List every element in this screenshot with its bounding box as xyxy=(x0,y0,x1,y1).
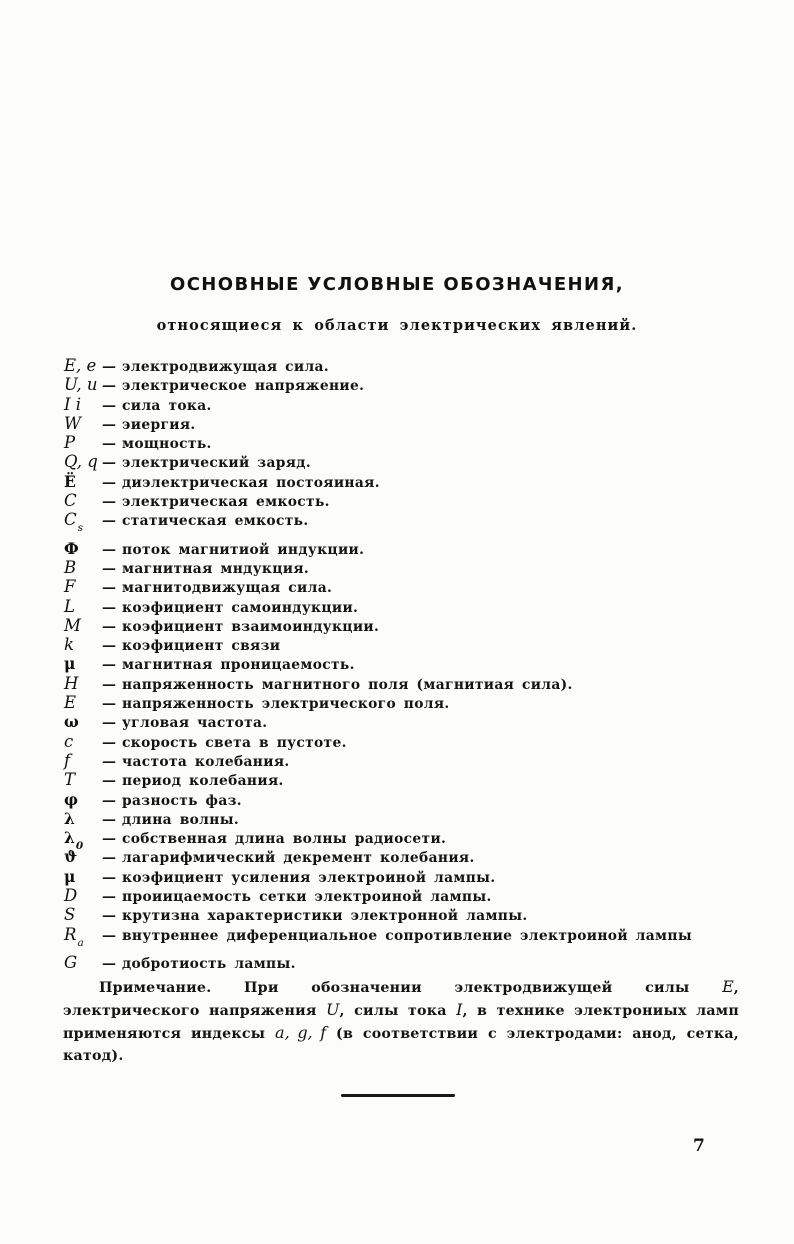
symbol xyxy=(64,472,102,491)
symbol-entry xyxy=(64,693,744,712)
dash-separator: — xyxy=(102,908,116,925)
symbol-letter: ω xyxy=(64,712,79,732)
symbol-description: период колебания. xyxy=(122,773,284,790)
symbol-letter: W xyxy=(64,413,81,433)
symbol-description: сила тока. xyxy=(122,397,212,414)
symbol xyxy=(64,356,102,375)
symbol-letter: E, e xyxy=(64,356,97,375)
symbol-description: электрическое напряжение. xyxy=(122,378,365,395)
symbol-entry xyxy=(64,674,744,693)
page-number: 7 xyxy=(693,1136,705,1156)
symbol xyxy=(64,577,102,596)
note-segment: . При обозначении электродвижущей силы xyxy=(206,980,723,996)
symbol-entry xyxy=(64,577,744,596)
symbol xyxy=(64,925,102,947)
dash-separator: — xyxy=(102,455,116,472)
symbol-letter: S xyxy=(64,905,76,925)
symbol xyxy=(64,809,102,828)
symbol-entry xyxy=(64,375,744,394)
symbol-description: внутреннее диференциальное сопротивление электроиной лампы xyxy=(122,927,693,944)
symbol-letter: C xyxy=(64,510,77,530)
symbol xyxy=(64,953,102,972)
symbol xyxy=(64,674,102,693)
note-segment: a, g, f xyxy=(275,1023,327,1042)
symbol-letter: C xyxy=(64,491,77,511)
symbol xyxy=(64,654,102,673)
symbol-description: напряженность магнитного поля (магнитиая сила). xyxy=(122,676,573,693)
symbol xyxy=(64,886,102,905)
dash-separator: — xyxy=(102,869,116,886)
symbol-description: крутизна характеристики электронной лампы. xyxy=(122,908,528,925)
symbol-entry xyxy=(64,809,744,828)
symbol-entry xyxy=(64,356,744,375)
symbol xyxy=(64,732,102,751)
dash-separator: — xyxy=(102,811,116,828)
symbol-entry xyxy=(64,414,744,433)
symbol-description: скорость света в пустоте. xyxy=(122,734,347,751)
symbol xyxy=(64,597,102,616)
symbol-entry xyxy=(64,886,744,905)
symbol-entry xyxy=(64,433,744,452)
dash-separator: — xyxy=(102,474,116,491)
symbol-description: собственная длина волны радиосети. xyxy=(122,831,447,848)
symbol-letter: μ xyxy=(64,654,76,674)
symbol-description: электродвижущая сила. xyxy=(122,359,329,375)
dash-separator: — xyxy=(102,753,116,770)
symbol-subscript: s xyxy=(77,522,84,535)
symbol-subscript: 0 xyxy=(75,840,84,853)
note-segment: , электрического напряжения xyxy=(63,980,739,1019)
symbol xyxy=(64,395,102,414)
symbol-entry xyxy=(64,953,744,972)
symbol-letter: μ xyxy=(64,866,76,886)
symbol-letter: F xyxy=(64,577,76,597)
symbol-description: коэфициент самоиндукции. xyxy=(122,599,359,616)
dash-separator: — xyxy=(102,889,116,906)
symbol-entry xyxy=(64,635,744,654)
symbol-letter: E xyxy=(64,693,77,713)
symbol xyxy=(64,539,102,558)
note-segment: U xyxy=(326,1000,340,1019)
dash-separator: — xyxy=(102,715,116,732)
symbol-entry xyxy=(64,491,744,510)
dash-separator: — xyxy=(102,676,116,693)
symbol-description: мощность. xyxy=(122,436,212,453)
symbol-entry xyxy=(64,510,744,535)
symbol xyxy=(64,433,102,452)
symbol xyxy=(64,510,102,535)
symbol-letter: H xyxy=(64,673,79,693)
note-segment: Примечание xyxy=(99,980,207,996)
dash-separator: — xyxy=(102,638,116,655)
dash-separator: — xyxy=(102,599,116,616)
symbol-entry xyxy=(64,828,744,853)
note-segment: I xyxy=(456,1000,463,1019)
footer-divider-rule xyxy=(341,1094,455,1097)
symbol-description: разность фаз. xyxy=(122,792,242,809)
symbol-letter: I i xyxy=(64,394,82,414)
symbol-letter: M xyxy=(64,615,81,635)
note-segment: , в технике электрониых ламп применяются индексы xyxy=(63,1003,740,1042)
symbol-entry xyxy=(64,395,744,414)
symbol xyxy=(64,770,102,789)
symbol-letter: Ё xyxy=(64,471,76,491)
symbol-letter: λ xyxy=(64,808,75,828)
symbol xyxy=(64,712,102,731)
symbol-subscript: a xyxy=(77,936,84,949)
symbol-letter: U, u xyxy=(64,375,98,395)
dash-separator: — xyxy=(102,773,116,790)
dash-separator: — xyxy=(102,792,116,809)
symbol-letter: Q, q xyxy=(64,452,98,472)
symbol-description: диэлектрическая постояиная. xyxy=(122,474,380,491)
dash-separator: — xyxy=(102,927,116,944)
symbol xyxy=(64,452,102,471)
symbol-entry xyxy=(64,924,744,949)
dash-separator: — xyxy=(102,494,116,511)
symbol-entry xyxy=(64,654,744,673)
symbol xyxy=(64,558,102,577)
dash-separator: — xyxy=(102,560,116,577)
symbol xyxy=(64,375,102,394)
symbol-letter: D xyxy=(64,886,78,906)
symbol-entry xyxy=(64,616,744,635)
symbol-description: добротиость лампы. xyxy=(122,955,296,972)
symbol-entry xyxy=(64,847,744,866)
symbol xyxy=(64,693,102,712)
dash-separator: — xyxy=(102,657,116,674)
symbol xyxy=(64,905,102,924)
dash-separator: — xyxy=(102,541,116,558)
dash-separator: — xyxy=(102,513,116,530)
symbol-entry xyxy=(64,539,744,558)
symbol-entry xyxy=(64,905,744,924)
symbol-description: статическая емкость. xyxy=(122,513,309,530)
symbol-entry xyxy=(64,732,744,751)
symbol-description: частота колебания. xyxy=(122,753,290,770)
symbol-description: поток магнитиой индукции. xyxy=(122,541,365,558)
symbol-description: коэфициент усиления электроиной лампы. xyxy=(122,869,496,886)
symbol xyxy=(64,491,102,510)
symbol-entry xyxy=(64,751,744,770)
symbol-list xyxy=(64,356,744,972)
symbol xyxy=(64,867,102,886)
dash-separator: — xyxy=(102,378,116,395)
dash-separator: — xyxy=(102,831,116,848)
note-segment: , силы тока xyxy=(339,1003,457,1019)
symbol-letter: k xyxy=(64,635,74,655)
note-segment: E xyxy=(722,977,734,996)
symbol-letter: Ф xyxy=(64,538,79,558)
symbol-letter: P xyxy=(64,433,76,453)
dash-separator: — xyxy=(102,580,116,597)
symbol xyxy=(64,635,102,654)
dash-separator: — xyxy=(102,734,116,751)
dash-separator: — xyxy=(102,696,116,713)
symbol-letter: L xyxy=(64,596,75,616)
symbol-description: магнитная мндукция. xyxy=(122,560,310,577)
symbol-entry xyxy=(64,472,744,491)
symbol-description: электрический заряд. xyxy=(122,455,311,472)
symbol-description: магнитодвижущая сила. xyxy=(122,580,333,597)
symbol-description: электрическая емкость. xyxy=(122,494,330,511)
symbol-description: магнитная проницаемость. xyxy=(122,657,355,674)
symbol xyxy=(64,616,102,635)
symbol-entry xyxy=(64,712,744,731)
dash-separator: — xyxy=(102,955,116,972)
symbol-description: длина волны. xyxy=(122,811,240,828)
symbol-letter: f xyxy=(64,750,71,770)
note xyxy=(63,976,739,1067)
symbol-description: лагарифмический декремент колебания. xyxy=(122,850,475,867)
dash-separator: — xyxy=(102,850,116,867)
dash-separator: — xyxy=(102,397,116,414)
symbol-entry xyxy=(64,867,744,886)
page-title: ОСНОВНЫЕ УСЛОВНЫЕ ОБОЗНАЧЕНИЯ, xyxy=(170,274,624,295)
symbol-letter: R xyxy=(64,924,77,944)
symbol-description: угловая частота. xyxy=(122,715,268,732)
symbol-description: эиергия. xyxy=(122,416,196,433)
symbol-letter: T xyxy=(64,770,76,790)
symbol-entry xyxy=(64,770,744,789)
dash-separator: — xyxy=(102,618,116,635)
dash-separator: — xyxy=(102,416,116,433)
symbol-letter: φ xyxy=(64,789,79,809)
symbol-letter: G xyxy=(64,952,78,972)
symbol xyxy=(64,414,102,433)
symbol-description: напряженность электрического поля. xyxy=(122,696,450,713)
dash-separator: — xyxy=(102,436,116,453)
page-subtitle: относящиеся к области электрических явлений. xyxy=(156,317,638,334)
dash-separator: — xyxy=(102,359,116,375)
symbol-description: коэфициент связи xyxy=(122,638,281,655)
symbol-letter: ϑ xyxy=(64,847,78,867)
symbol-description: проиицаемость сетки электроиной лампы. xyxy=(122,889,492,906)
symbol-description: коэфициент взаимоиндукции. xyxy=(122,618,380,635)
symbol-letter: λ xyxy=(64,828,75,848)
symbol-letter: B xyxy=(64,557,77,577)
symbol-letter: c xyxy=(64,731,74,751)
symbol-entry xyxy=(64,597,744,616)
symbol-entry xyxy=(64,452,744,471)
symbol-entry xyxy=(64,790,744,809)
symbol xyxy=(64,790,102,809)
symbol xyxy=(64,751,102,770)
note-segment: (в соответствии с электродами: анод, сетка, катод). xyxy=(63,1026,739,1064)
symbol-entry xyxy=(64,558,744,577)
